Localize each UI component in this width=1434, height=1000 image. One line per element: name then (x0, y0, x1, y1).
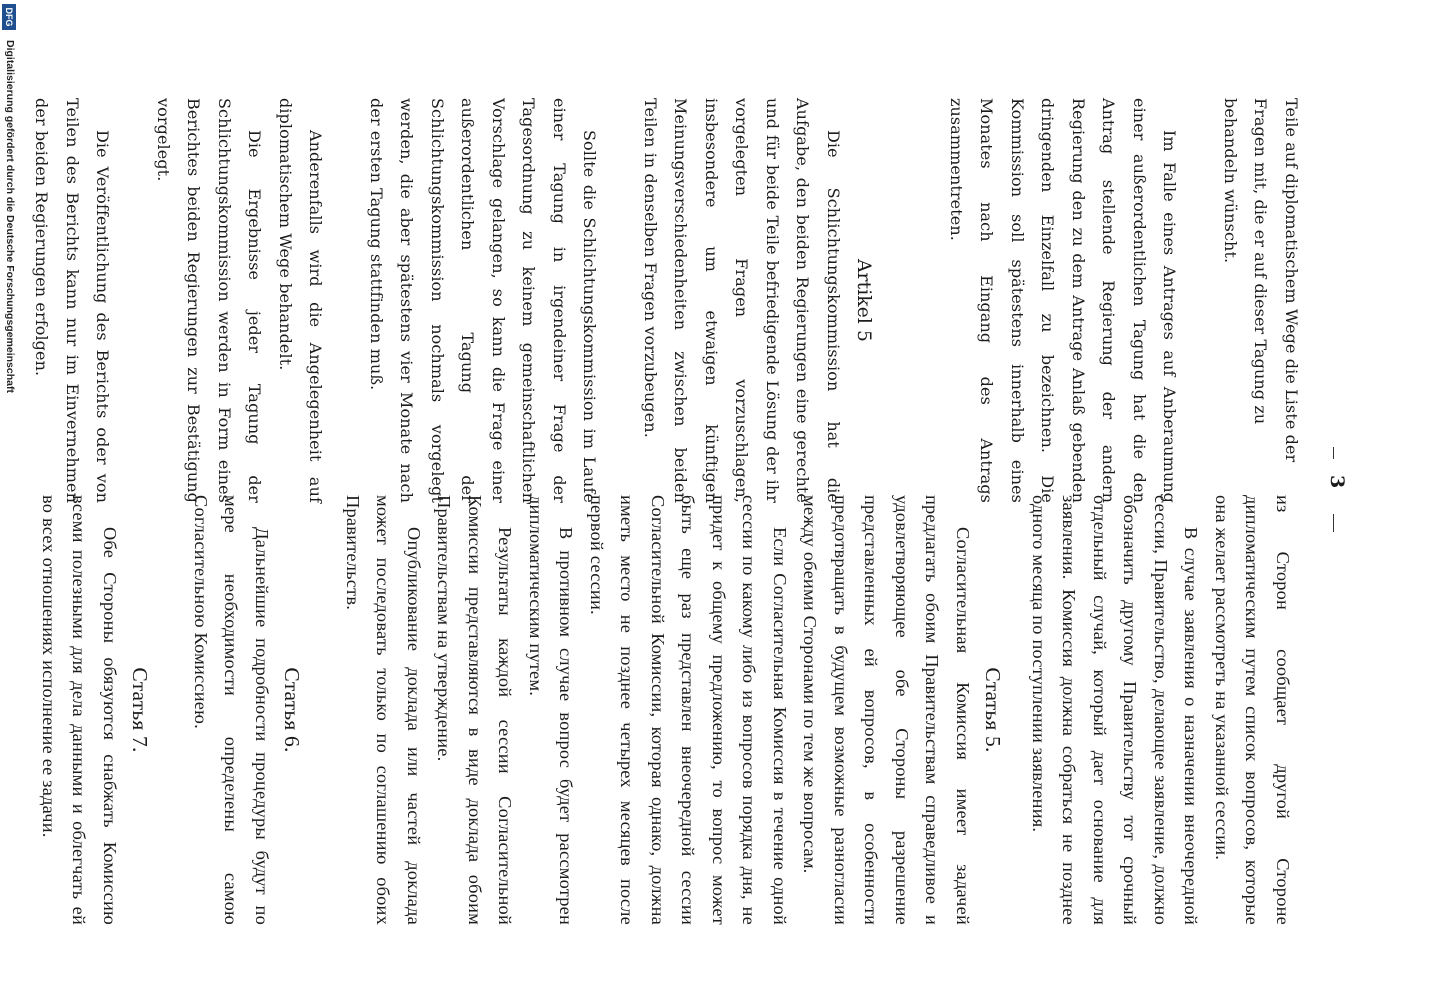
german-article-5-para-1: Die Schlichtungskommission hat die Aufgabe, den beiden Regierungen eine gerechte und für beide Teile befriedigende Lösung der ihr vorgelegten Fragen vorzuschlagen, insbesondere um etwaigen künftigen Meinungsverschiedenheiten zwischen beiden Teilen in denselben Fragen vorzubeugen. (641, 98, 843, 503)
russian-article-5-para-4: Результаты каждой сессии Согласительной Комиссии представляются в виде доклада обоим Правительствам на утверждение. (434, 495, 516, 925)
digitization-sidebar (0, 0, 16, 1000)
russian-heading-article-7: Статья 7. (128, 667, 153, 753)
digitization-credit: Digitalisierung gefördert durch die Deutsche Forschungsgemeinschaft (4, 40, 16, 393)
german-article-5-para-4: Die Ergebnisse jeder Tagung der Schlichtungskommission werden in Form eines Berichtes beiden Regierungen zur Bestätigung vorgelegt. (154, 98, 265, 503)
page-number-dash-right (1333, 514, 1334, 532)
page-number: 3 (1326, 475, 1348, 489)
russian-article-7-para-1: Обе Стороны обязуются снабжать Комиссию всеми полезными для дела данными и облегчать ей во всех отношениях исполнение ее задачи. (39, 495, 120, 925)
german-article-5-para-3: Anderenfalls wird die Angelegenheit auf diplomatischem Wege behandelt. (276, 98, 326, 503)
russian-article-5-para-2: Если Согласительная Комиссия в течение одной сессии по какому либо из вопросов порядка дня, не придет к общему предложению, то вопрос может быть еще раз представлен внеочередной сессии Согласительной Комиссии, которая однако, должна иметь место не позднее четырех месяцев после первой сессии. (587, 495, 790, 925)
russian-extraordinary-session: В случае заявления о назначении внеочередной сессии, Правительство, делающее заявление, должно обозначить другому Правительству тот срочный отдельный случай, который дает основание для заявления. Комиссия должна собраться не позднее одного месяца по поступлении заявления. (1029, 495, 1202, 925)
german-extraordinary-session: Im Falle eines Antrages auf Anberaumung einer außerordentlichen Tagung hat die den Antrag stellende Regierung der andern Regierung den zu dem Antrage Anlaß gebenden dringenden Einzelfall zu bezeichnen. Die Kommission soll spätestens innerhalb eines Monates nach Eingang des Antrags zusammentreten. (947, 98, 1180, 503)
dfg-logo-icon: DFG (2, 4, 16, 30)
german-article-5-para-2: Sollte die Schlichtungskommission im Laufe einer Tagung in irgendeiner Frage der Tagesordnung zu keinem gemeinschaftlichen Vorschlage gelangen, so kann die Frage einer außerordentlichen Tagung der Schlichtungskommission nochmals vorgelegt werden, die aber spätestens vier Monate nach der ersten Tagung stattfinden muß. (367, 98, 600, 503)
russian-intro: из Сторон сообщает другой Стороне дипломатическим путем список вопросов, которые она желает рассмотреть на указанной сессии. (1212, 495, 1293, 925)
german-column (0, 98, 1306, 503)
russian-heading-article-6: Статья 6. (280, 667, 305, 753)
russian-article-5-para-3: В противном случае вопрос будет рассмотрен дипломатическим путем. (526, 495, 577, 925)
russian-article-5-para-1: Согласительная Комиссия имеет задачей предлагать обоим Правительствам справедливое и удовлетворяющее обе Стороны разрешение представленных ей вопросов, в особенности предотвращать в будущем возможные разногласии между обеими Сторонами по тем же вопросам. (800, 495, 973, 925)
russian-article-6-para-1: Дальнейшие подробности процедуры будут по мере необходимости определены самою Согласительною Комиссиею. (191, 495, 272, 925)
german-article-5-para-5: Die Veröffentlichung des Berichts oder von Teilen des Berichts kann nur im Einvernehmen der beiden Regierungen erfolgen. (32, 98, 113, 503)
russian-column (0, 495, 1298, 925)
german-intro: Teile auf diplomatischem Wege die Liste der Fragen mit, die er auf dieser Tagung zu behandeln wünscht. (1221, 98, 1301, 463)
german-heading-article-5: Artikel 5 (853, 258, 875, 343)
russian-heading-article-5: Статья 5. (981, 667, 1006, 753)
page-number-dash-left (1333, 447, 1334, 459)
russian-article-5-para-5: Опубликование доклада или частей доклада может последовать только по соглашению обоих Правительств. (343, 495, 424, 925)
